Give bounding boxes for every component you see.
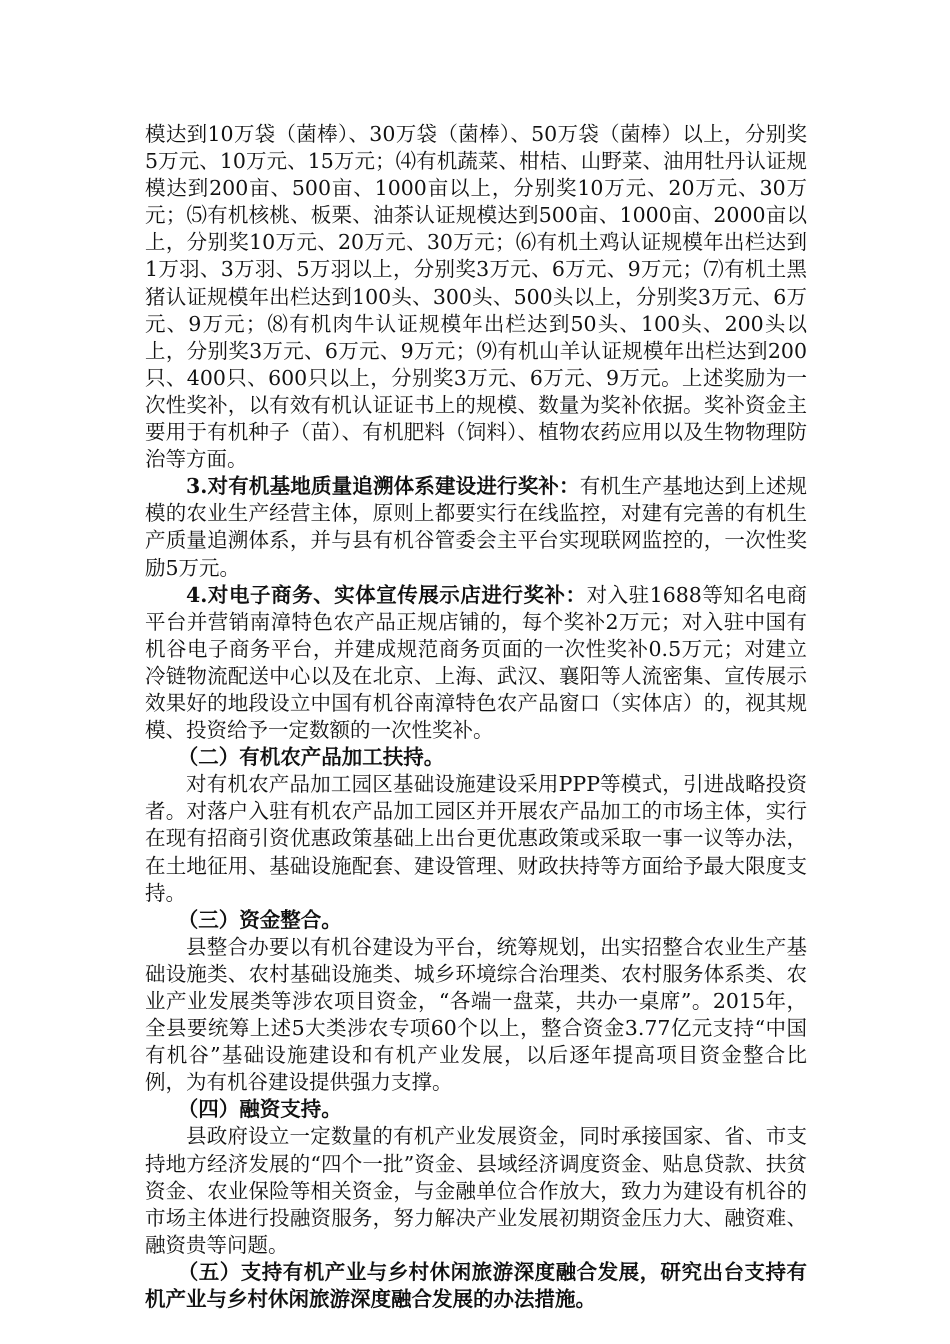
ecommerce-awards-body: 对入驻1688等知名电商平台并营销南漳特色农产品正规店铺的，每个奖补2万元；对入驻中国有机谷电子商务平台，并建成规范商务页面的一次性奖补0.5万元；对建立冷链物流配送中心以及在北京、上海、武汉、襄阳等人流密集、宣传展示效果好的地段设立中国有机谷南漳特色农产品窗口（实体店）的，视其规模、投资给予一定数额的一次性奖补。 xyxy=(145,582,808,743)
section-heading-financing-support: （四）融资支持。 xyxy=(177,1097,342,1122)
paragraph-traceability-awards xyxy=(145,473,807,581)
section-heading-fund-integration: （三）资金整合。 xyxy=(177,907,342,932)
paragraph-organic-certification-awards: 模达到10万袋（菌棒）、30万袋（菌棒）、50万袋（菌棒）以上，分别奖5万元、10万元、15万元；⑷有机蔬菜、柑桔、山野菜、油用牡丹认证规模达到200亩、500亩、1000亩以上，分别奖10万元、20万元、30万元；⑸有机核桃、板栗、油茶认证规模达到500亩、1000亩、2000亩以上，分别奖10万元、20万元、30万元；⑹有机土鸡认证规模年出栏达到1万羽、3万羽、5万羽以上，分别奖3万元、6万元、9万元；⑺有机土黑猪认证规模年出栏达到100头、300头、500头以上，分别奖3万元、6万元、9万元；⑻有机肉牛认证规模年出栏达到50头、100头、200头以上，分别奖3万元、6万元、9万元；⑼有机山羊认证规模年出栏达到200只、400只、600只以上，分别奖3万元、6万元、9万元。上述奖励为一次性奖补，以有效有机认证证书上的规模、数量为奖补依据。奖补资金主要用于有机种子（苗）、有机肥料（饲料）、植物农药应用以及生物物理防治等方面。 xyxy=(145,122,807,472)
ecommerce-awards-lead: 4.对电子商务、实体宣传展示店进行奖补： xyxy=(186,582,587,607)
paragraph-ecommerce-awards xyxy=(145,582,807,745)
traceability-awards-body: 有机生产基地达到上述规模的农业生产经营主体，原则上都要实行在线监控，对建有完善的有机生产质量追溯体系，并与县有机谷管委会主平台实现联网监控的，一次性奖励5万元。 xyxy=(145,474,808,580)
section-heading-tourism-integration: （五）支持有机产业与乡村休闲旅游深度融合发展，研究出台支持有机产业与乡村休闲旅游深度融合发展的办法措施。 xyxy=(145,1259,807,1312)
traceability-awards-lead: 3.对有机基地质量追溯体系建设进行奖补： xyxy=(186,474,580,499)
paragraph-processing-support: 对有机农产品加工园区基础设施建设采用PPP等模式，引进战略投资者。对落户入驻有机农产品加工园区并开展农产品加工的市场主体，实行在现有招商引资优惠政策基础上出台更优惠政策或采取一事一议等办法，在土地征用、基础设施配套、建设管理、财政扶持等方面给予最大限度支持。 xyxy=(145,772,807,905)
paragraph-fund-integration: 县整合办要以有机谷建设为平台，统筹规划，出实招整合农业生产基础设施类、农村基础设施类、城乡环境综合治理类、农村服务体系类、农业产业发展类等涉农项目资金，“各端一盘菜，共办一桌席”。2015年，全县要统筹上述5大类涉农专项60个以上，整合资金3.77亿元支持“中国有机谷”基础设施建设和有机产业发展，以后逐年提高项目资金整合比例，为有机谷建设提供强力支撑。 xyxy=(145,934,807,1095)
section-heading-processing-support: （二）有机农产品加工扶持。 xyxy=(177,745,445,770)
document-body xyxy=(145,121,807,1313)
paragraph-financing-support: 县政府设立一定数量的有机产业发展资金，同时承接国家、省、市支持地方经济发展的“四个一批”资金、县域经济调度资金、贴息贷款、扶贫资金、农业保险等相关资金，与金融单位合作放大，致力为建设有机谷的市场主体进行投融资服务，努力解决产业发展初期资金压力大、融资难、融资贵等问题。 xyxy=(145,1124,807,1257)
